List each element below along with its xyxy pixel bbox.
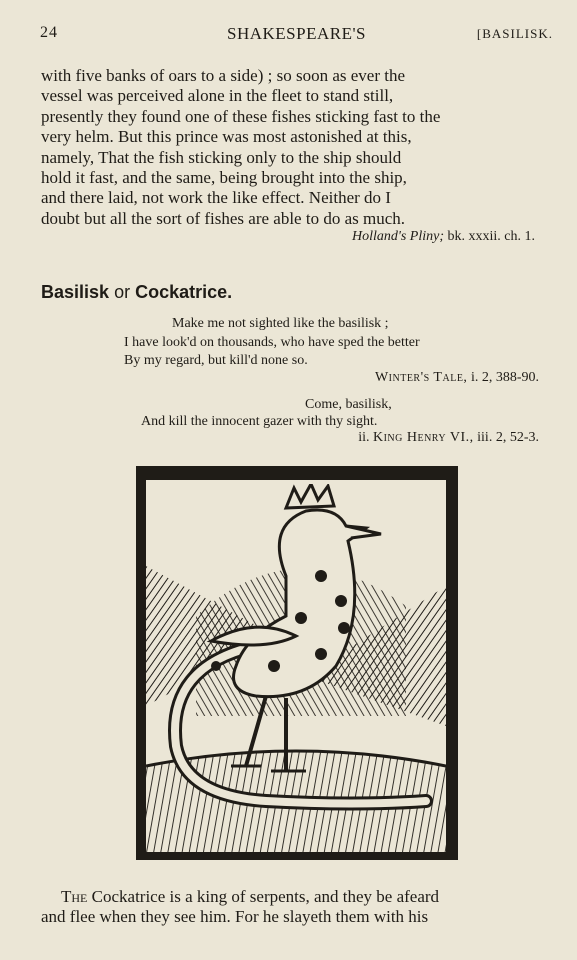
cockatrice-woodcut-illustration (136, 466, 458, 860)
prose-line: with five banks of oars to a side) ; so soon as ever the (41, 66, 405, 85)
citation-source: Holland's Pliny; (351, 229, 444, 244)
prose-line: presently they found one of these fishes sticking fast to the (41, 106, 441, 126)
running-header (40, 24, 553, 48)
verse-line: Come, basilisk, (305, 397, 392, 412)
prose-line-rest: Cockatrice is a king of serpents, and they be afeard (91, 887, 440, 906)
verse-line: I have look'd on thousands, who have sped the better (124, 335, 420, 350)
prose-line: very helm. But this prince was most astonished at this, (41, 127, 412, 147)
verse-line: By my regard, but kill'd none so. (124, 353, 308, 368)
attribution-ref: iii. 2, 52-3. (477, 430, 539, 445)
heading-word-basilisk: Basilisk (41, 282, 110, 302)
prose-line: namely, That the fish sticking only to the ship should (41, 147, 402, 167)
page-number: 24 (40, 24, 58, 41)
running-title: SHAKESPEARE'S (227, 24, 366, 43)
verse-line: And kill the innocent gazer with thy sight. (141, 414, 378, 429)
heading-conjunction: or (114, 282, 131, 302)
verse-line: Make me not sighted like the basilisk ; (172, 316, 389, 331)
prose-line: vessel was perceived alone in the fleet to stand still, (41, 86, 394, 106)
bottom-paragraph (41, 887, 554, 928)
quote-attribution (375, 370, 539, 386)
citation-reference: bk. xxxii. ch. 1. (447, 229, 535, 244)
section-heading (41, 282, 232, 303)
prose-line: hold it fast, and the same, being brought into the ship, (41, 168, 407, 188)
prose-line: doubt but all the sort of fishes are able to do as much. (41, 208, 405, 228)
heading-word-cockatrice: Cockatrice. (135, 282, 233, 302)
prose-line: and there laid, not work the like effect. Neither do I (41, 188, 391, 208)
source-citation (352, 229, 535, 245)
quote-attribution (358, 430, 539, 446)
attribution-play: Winter's Tale, (374, 370, 468, 385)
attribution-ref: i. 2, 388-90. (470, 370, 539, 385)
running-section-label: [BASILISK. (476, 26, 553, 41)
drop-cap-word: The (61, 887, 88, 906)
prose-line (41, 887, 554, 907)
attribution-play: King Henry VI., (372, 430, 474, 445)
attribution-prefix: ii. (358, 430, 370, 445)
prose-line: and flee when they see him. For he slayeth them with his (41, 907, 429, 927)
top-paragraph (41, 66, 554, 229)
